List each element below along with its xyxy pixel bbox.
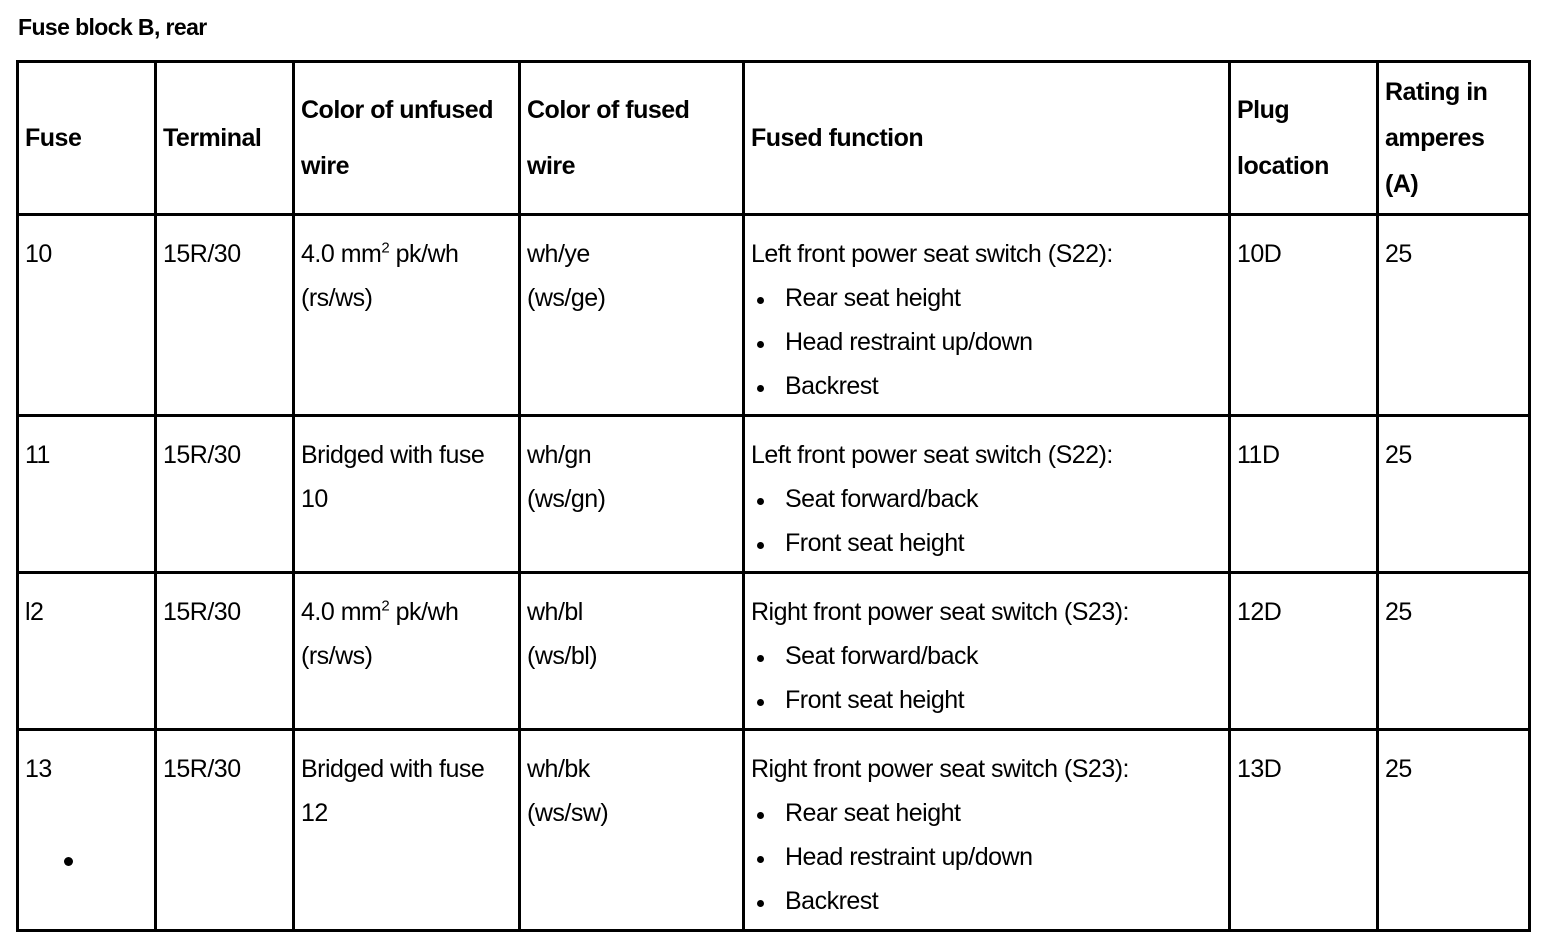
table-row xyxy=(18,416,1530,573)
fused-wire-cell: wh/gn (ws/gn) xyxy=(520,416,744,573)
header-row xyxy=(18,62,1530,215)
unfused-wire-cell: 4.0 $mm^2$ pk/wh (rs/ws) xyxy=(294,215,520,416)
fuse-cell: 13 xyxy=(18,730,156,931)
table-row xyxy=(18,730,1530,931)
function-title: Right front power seat switch (S23): xyxy=(751,755,1129,783)
plug-location-cell: 10D xyxy=(1230,215,1378,416)
fused-function-cell xyxy=(744,215,1230,416)
function-list xyxy=(751,791,1222,923)
plug-location-cell: 11D xyxy=(1230,416,1378,573)
function-list xyxy=(751,477,1222,565)
function-item: Backrest xyxy=(751,364,1222,408)
header-rating: Rating in amperes (A) xyxy=(1378,62,1530,215)
page-title: Fuse block B, rear xyxy=(18,14,207,40)
function-item: Rear seat height xyxy=(751,276,1222,320)
function-item: Head restraint up/down xyxy=(751,835,1222,879)
fused-wire-cell: wh/bk (ws/sw) xyxy=(520,730,744,931)
header-unfused-wire: Color of unfused wire xyxy=(294,62,520,215)
rating-cell: 25 xyxy=(1378,730,1530,931)
terminal-cell: 15R/30 xyxy=(156,730,294,931)
terminal-cell: 15R/30 xyxy=(156,416,294,573)
header-fused-function: Fused function xyxy=(744,62,1230,215)
fuse-cell: 11 xyxy=(18,416,156,573)
terminal-cell: 15R/30 xyxy=(156,573,294,730)
fuse-cell: l2 xyxy=(18,573,156,730)
terminal-cell: 15R/30 xyxy=(156,215,294,416)
table-row xyxy=(18,215,1530,416)
header-fused-wire: Color of fused wire xyxy=(520,62,744,215)
fused-wire-cell: wh/bl (ws/bl) xyxy=(520,573,744,730)
function-item: Head restraint up/down xyxy=(751,320,1222,364)
unfused-wire-cell: 4.0 $mm^2$ pk/wh (rs/ws) xyxy=(294,573,520,730)
fuse-table xyxy=(16,60,1531,932)
rating-cell: 25 xyxy=(1378,416,1530,573)
function-item: Rear seat height xyxy=(751,791,1222,835)
function-item: Seat forward/back xyxy=(751,634,1222,678)
plug-location-cell: 13D xyxy=(1230,730,1378,931)
function-title: Right front power seat switch (S23): xyxy=(751,598,1129,626)
unfused-wire-cell: Bridged with fuse 12 xyxy=(294,730,520,931)
function-title: Left front power seat switch (S22): xyxy=(751,240,1113,268)
function-item: Front seat height xyxy=(751,521,1222,565)
fused-function-cell xyxy=(744,416,1230,573)
fused-wire-cell: wh/ye (ws/ge) xyxy=(520,215,744,416)
unfused-wire-cell: Bridged with fuse 10 xyxy=(294,416,520,573)
fuse-cell: 10 xyxy=(18,215,156,416)
function-title: Left front power seat switch (S22): xyxy=(751,441,1113,469)
header-terminal: Terminal xyxy=(156,62,294,215)
function-item: Front seat height xyxy=(751,678,1222,722)
fused-function-cell xyxy=(744,730,1230,931)
function-item: Backrest xyxy=(751,879,1222,923)
function-list xyxy=(751,634,1222,722)
fused-function-cell xyxy=(744,573,1230,730)
header-plug-location: Plug location xyxy=(1230,62,1378,215)
rating-cell: 25 xyxy=(1378,215,1530,416)
function-list xyxy=(751,276,1222,408)
bullet-dot-mark xyxy=(64,857,73,866)
table-row xyxy=(18,573,1530,730)
rating-cell: 25 xyxy=(1378,573,1530,730)
plug-location-cell: 12D xyxy=(1230,573,1378,730)
function-item: Seat forward/back xyxy=(751,477,1222,521)
header-fuse: Fuse xyxy=(18,62,156,215)
